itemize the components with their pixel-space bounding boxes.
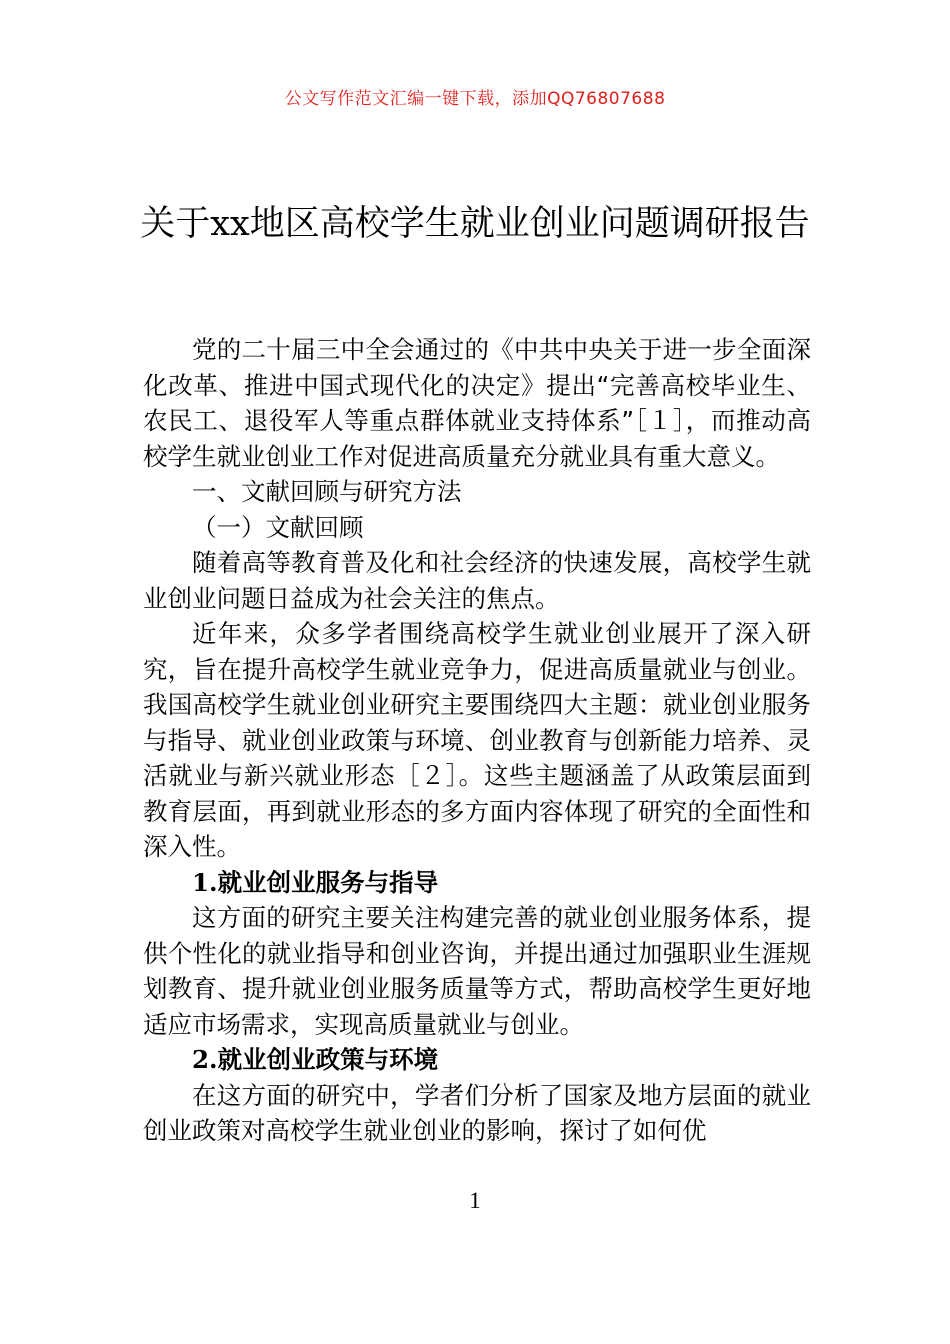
body-paragraph: 这方面的研究主要关注构建完善的就业创业服务体系，提供个性化的就业指导和创业咨询，并提出通过加强职业生涯规划教育、提升就业创业服务质量等方式，帮助高校学生更好地适应市场需求，实现高质量就业与创业。: [143, 903, 811, 1039]
title-prefix: 关于: [140, 204, 211, 245]
page-title: [130, 187, 820, 261]
page-number: 1: [469, 1188, 481, 1213]
topic-number: 2.: [192, 1045, 218, 1074]
topic-heading: [143, 865, 811, 901]
topic-number: 1.: [192, 867, 218, 897]
subsection-heading: （一）文献回顾: [192, 512, 364, 542]
body-paragraph: 在这方面的研究中，学者们分析了国家及地方层面的就业创业政策对高校学生就业创业的影响，探讨了如何优: [143, 1080, 811, 1145]
section-heading: 一、文献回顾与研究方法: [192, 477, 462, 506]
intro-paragraph: 党的二十届三中全会通过的《中共中央关于进一步全面深化改革、推进中国式现代化的决定》提出“完善高校毕业生、农民工、退役军人等重点群体就业支持体系”［１］，而推动高校学生就业创业工作对促进高质量充分就业具有重大意义。: [143, 335, 811, 471]
document-body: [143, 332, 811, 1149]
promo-header: 公文写作范文汇编一键下载，添加QQ76807688: [284, 89, 666, 109]
body-paragraph: 近年来，众多学者围绕高校学生就业创业展开了深入研究，旨在提升高校学生就业竞争力，促进高质量就业与创业。我国高校学生就业创业研究主要围绕四大主题：就业创业服务与指导、就业创业政策与环境、创业教育与创新能力培养、灵活就业与新兴就业形态［２］。这些主题涵盖了从政策层面到教育层面，再到就业形态的多方面内容体现了研究的全面性和深入性。: [143, 619, 811, 861]
topic-title: 就业创业服务与指导: [217, 867, 439, 897]
title-rest: 地区高校学生就业创业问题调研报告: [249, 204, 810, 245]
topic-heading: [143, 1042, 811, 1078]
title-placeholder: xx: [210, 204, 250, 245]
body-paragraph: 随着高等教育普及化和社会经济的快速发展，高校学生就业创业问题日益成为社会关注的焦点。: [143, 548, 811, 613]
topic-title: 就业创业政策与环境: [217, 1045, 439, 1074]
